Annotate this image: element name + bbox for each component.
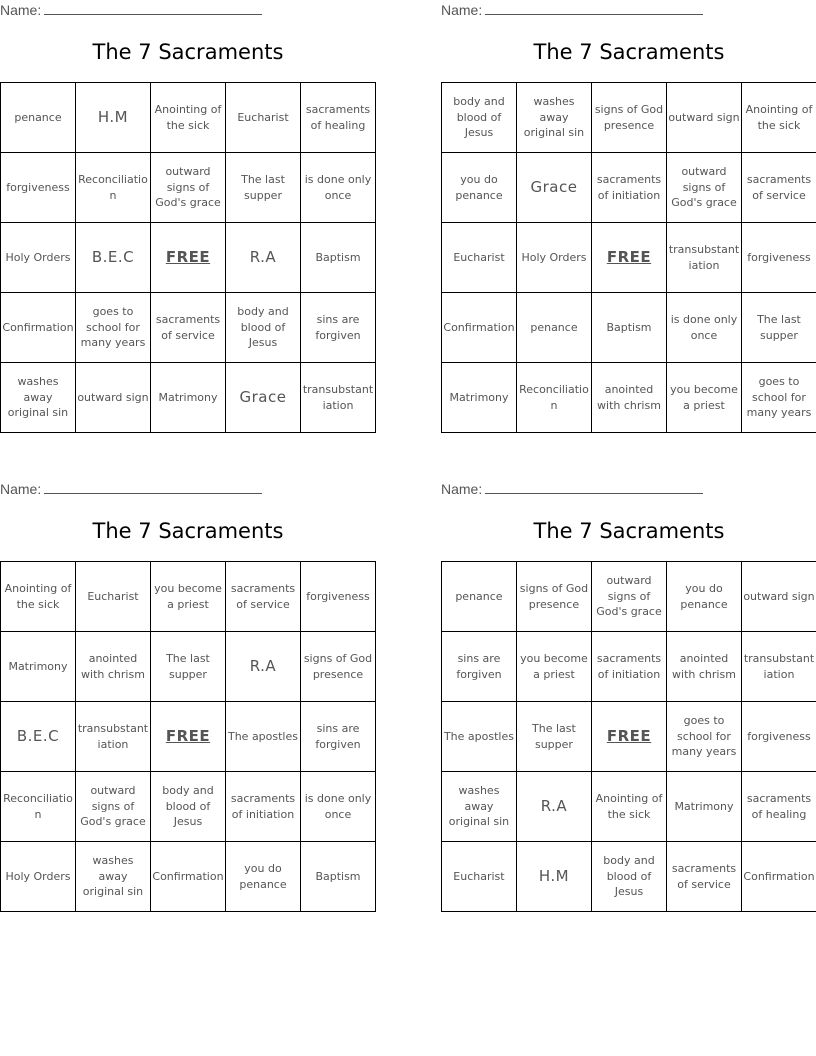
bingo-cell: transubstantiation bbox=[301, 363, 376, 433]
bingo-cell: transubstantiation bbox=[75, 702, 150, 772]
bingo-cell: Holy Orders bbox=[1, 842, 76, 912]
bingo-cell: forgiveness bbox=[741, 702, 816, 772]
name-label: Name: bbox=[0, 2, 42, 18]
bingo-cell: outward sign bbox=[741, 562, 816, 632]
bingo-cell: Confirmation bbox=[1, 293, 76, 363]
bingo-cell: Baptism bbox=[300, 842, 375, 912]
bingo-cell: is done only once bbox=[667, 293, 742, 363]
name-field bbox=[0, 2, 262, 18]
bingo-row bbox=[442, 702, 816, 772]
bingo-cell: signs of God presence bbox=[300, 632, 375, 702]
bingo-cell: R.A bbox=[516, 772, 591, 842]
card-title: The 7 Sacraments bbox=[92, 519, 284, 543]
bingo-row bbox=[1, 293, 376, 363]
bingo-row bbox=[1, 153, 376, 223]
bingo-cell: transubstantiation bbox=[667, 223, 742, 293]
bingo-row bbox=[1, 562, 376, 632]
card-title: The 7 Sacraments bbox=[533, 519, 725, 543]
bingo-cell: sacraments of service bbox=[226, 562, 301, 632]
free-space: FREE bbox=[591, 223, 666, 293]
bingo-row bbox=[1, 223, 376, 293]
bingo-cell: R.A bbox=[226, 632, 301, 702]
bingo-cell: penance bbox=[442, 562, 517, 632]
bingo-cell: Anointing of the sick bbox=[1, 562, 76, 632]
bingo-cell: Anointing of the sick bbox=[591, 772, 666, 842]
bingo-cell: outward sign bbox=[667, 83, 742, 153]
bingo-cell: outward signs of God's grace bbox=[151, 153, 226, 223]
bingo-cell: H.M bbox=[75, 83, 150, 153]
bingo-cell: Confirmation bbox=[150, 842, 225, 912]
bingo-row bbox=[442, 83, 816, 153]
bingo-cell: Baptism bbox=[591, 293, 666, 363]
name-label: Name: bbox=[441, 481, 483, 497]
bingo-cell: sacraments of healing bbox=[741, 772, 816, 842]
bingo-row bbox=[442, 153, 816, 223]
bingo-cell: The last supper bbox=[741, 293, 816, 363]
bingo-cell: The apostles bbox=[442, 702, 517, 772]
bingo-cell: is done only once bbox=[301, 153, 376, 223]
bingo-cell: sacraments of service bbox=[741, 153, 816, 223]
name-field bbox=[441, 481, 703, 497]
bingo-cell: The apostles bbox=[226, 702, 301, 772]
bingo-cell: goes to school for many years bbox=[741, 363, 816, 433]
bingo-cell: you become a priest bbox=[150, 562, 225, 632]
bingo-cell: you do penance bbox=[226, 842, 301, 912]
bingo-cell: washes away original sin bbox=[75, 842, 150, 912]
bingo-cell: H.M bbox=[516, 842, 591, 912]
bingo-cell: sacraments of healing bbox=[301, 83, 376, 153]
bingo-cell: is done only once bbox=[300, 772, 375, 842]
bingo-grid bbox=[0, 82, 376, 433]
bingo-card bbox=[441, 0, 816, 440]
bingo-cell: sacraments of initiation bbox=[591, 153, 666, 223]
bingo-cell: The last supper bbox=[516, 702, 591, 772]
bingo-cell: Holy Orders bbox=[1, 223, 76, 293]
bingo-cell: body and blood of Jesus bbox=[150, 772, 225, 842]
name-label: Name: bbox=[0, 481, 42, 497]
bingo-cell: Confirmation bbox=[741, 842, 816, 912]
bingo-cell: sins are forgiven bbox=[301, 293, 376, 363]
bingo-cell: Anointing of the sick bbox=[741, 83, 816, 153]
free-space: FREE bbox=[591, 702, 666, 772]
bingo-cell: body and blood of Jesus bbox=[591, 842, 666, 912]
bingo-cell: The last supper bbox=[150, 632, 225, 702]
bingo-card bbox=[441, 479, 816, 919]
bingo-cell: Grace bbox=[516, 153, 591, 223]
bingo-cell: you become a priest bbox=[516, 632, 591, 702]
bingo-cell: washes away original sin bbox=[516, 83, 591, 153]
bingo-cell: Reconciliation bbox=[75, 153, 150, 223]
bingo-cell: sacraments of initiation bbox=[591, 632, 666, 702]
bingo-row bbox=[442, 842, 816, 912]
name-field bbox=[441, 2, 703, 18]
bingo-row bbox=[1, 632, 376, 702]
bingo-cell: Matrimony bbox=[442, 363, 517, 433]
bingo-cell: Eucharist bbox=[442, 842, 517, 912]
bingo-cell: body and blood of Jesus bbox=[442, 83, 517, 153]
bingo-cell: washes away original sin bbox=[442, 772, 517, 842]
bingo-cell: transubstantiation bbox=[741, 632, 816, 702]
bingo-cell: penance bbox=[1, 83, 76, 153]
bingo-cell: goes to school for many years bbox=[667, 702, 742, 772]
bingo-cell: sins are forgiven bbox=[442, 632, 517, 702]
bingo-cell: forgiveness bbox=[1, 153, 76, 223]
bingo-grid bbox=[441, 561, 816, 912]
bingo-grid bbox=[441, 82, 816, 433]
bingo-cell: Holy Orders bbox=[516, 223, 591, 293]
bingo-card bbox=[0, 479, 376, 919]
bingo-cell: signs of God presence bbox=[516, 562, 591, 632]
bingo-row bbox=[1, 83, 376, 153]
bingo-cell: body and blood of Jesus bbox=[226, 293, 301, 363]
bingo-row bbox=[442, 562, 816, 632]
bingo-cell: R.A bbox=[226, 223, 301, 293]
bingo-row bbox=[442, 772, 816, 842]
bingo-cell: Reconciliation bbox=[516, 363, 591, 433]
name-write-line[interactable] bbox=[44, 482, 262, 494]
bingo-cell: Reconciliation bbox=[1, 772, 76, 842]
bingo-cell: sacraments of initiation bbox=[226, 772, 301, 842]
bingo-row bbox=[442, 223, 816, 293]
bingo-cell: signs of God presence bbox=[591, 83, 666, 153]
name-write-line[interactable] bbox=[44, 3, 262, 15]
bingo-cell: The last supper bbox=[226, 153, 301, 223]
bingo-cell: Eucharist bbox=[75, 562, 150, 632]
name-label: Name: bbox=[441, 2, 483, 18]
bingo-cell: outward sign bbox=[75, 363, 150, 433]
bingo-row bbox=[442, 363, 816, 433]
bingo-cell: Baptism bbox=[301, 223, 376, 293]
bingo-cell: Eucharist bbox=[226, 83, 301, 153]
bingo-card bbox=[0, 0, 376, 440]
bingo-cell: forgiveness bbox=[741, 223, 816, 293]
bingo-cell: B.E.C bbox=[1, 702, 76, 772]
bingo-cell: sins are forgiven bbox=[300, 702, 375, 772]
bingo-cell: Confirmation bbox=[442, 293, 517, 363]
bingo-cell: sacraments of service bbox=[667, 842, 742, 912]
bingo-cell: anointed with chrism bbox=[75, 632, 150, 702]
bingo-cell: Grace bbox=[226, 363, 301, 433]
bingo-cell: outward signs of God's grace bbox=[591, 562, 666, 632]
bingo-cell: Matrimony bbox=[1, 632, 76, 702]
bingo-cell: you do penance bbox=[442, 153, 517, 223]
bingo-cell: Matrimony bbox=[667, 772, 742, 842]
name-write-line[interactable] bbox=[485, 482, 703, 494]
bingo-cell: you become a priest bbox=[667, 363, 742, 433]
name-field bbox=[0, 481, 262, 497]
bingo-cell: sacraments of service bbox=[151, 293, 226, 363]
bingo-cell: Anointing of the sick bbox=[151, 83, 226, 153]
bingo-cell: washes away original sin bbox=[1, 363, 76, 433]
bingo-cell: you do penance bbox=[667, 562, 742, 632]
bingo-row bbox=[1, 363, 376, 433]
bingo-cell: goes to school for many years bbox=[75, 293, 150, 363]
bingo-cell: Matrimony bbox=[151, 363, 226, 433]
bingo-cell: outward signs of God's grace bbox=[667, 153, 742, 223]
bingo-row bbox=[1, 702, 376, 772]
bingo-cell: outward signs of God's grace bbox=[75, 772, 150, 842]
bingo-cell: B.E.C bbox=[75, 223, 150, 293]
card-title: The 7 Sacraments bbox=[533, 40, 725, 64]
bingo-cell: anointed with chrism bbox=[591, 363, 666, 433]
bingo-cell: penance bbox=[516, 293, 591, 363]
bingo-row bbox=[1, 772, 376, 842]
bingo-cell: anointed with chrism bbox=[667, 632, 742, 702]
free-space: FREE bbox=[150, 702, 225, 772]
card-title: The 7 Sacraments bbox=[92, 40, 284, 64]
bingo-row bbox=[442, 632, 816, 702]
name-write-line[interactable] bbox=[485, 3, 703, 15]
bingo-row bbox=[442, 293, 816, 363]
bingo-row bbox=[1, 842, 376, 912]
bingo-cell: Eucharist bbox=[442, 223, 517, 293]
free-space: FREE bbox=[151, 223, 226, 293]
bingo-cell: forgiveness bbox=[300, 562, 375, 632]
bingo-grid bbox=[0, 561, 376, 912]
